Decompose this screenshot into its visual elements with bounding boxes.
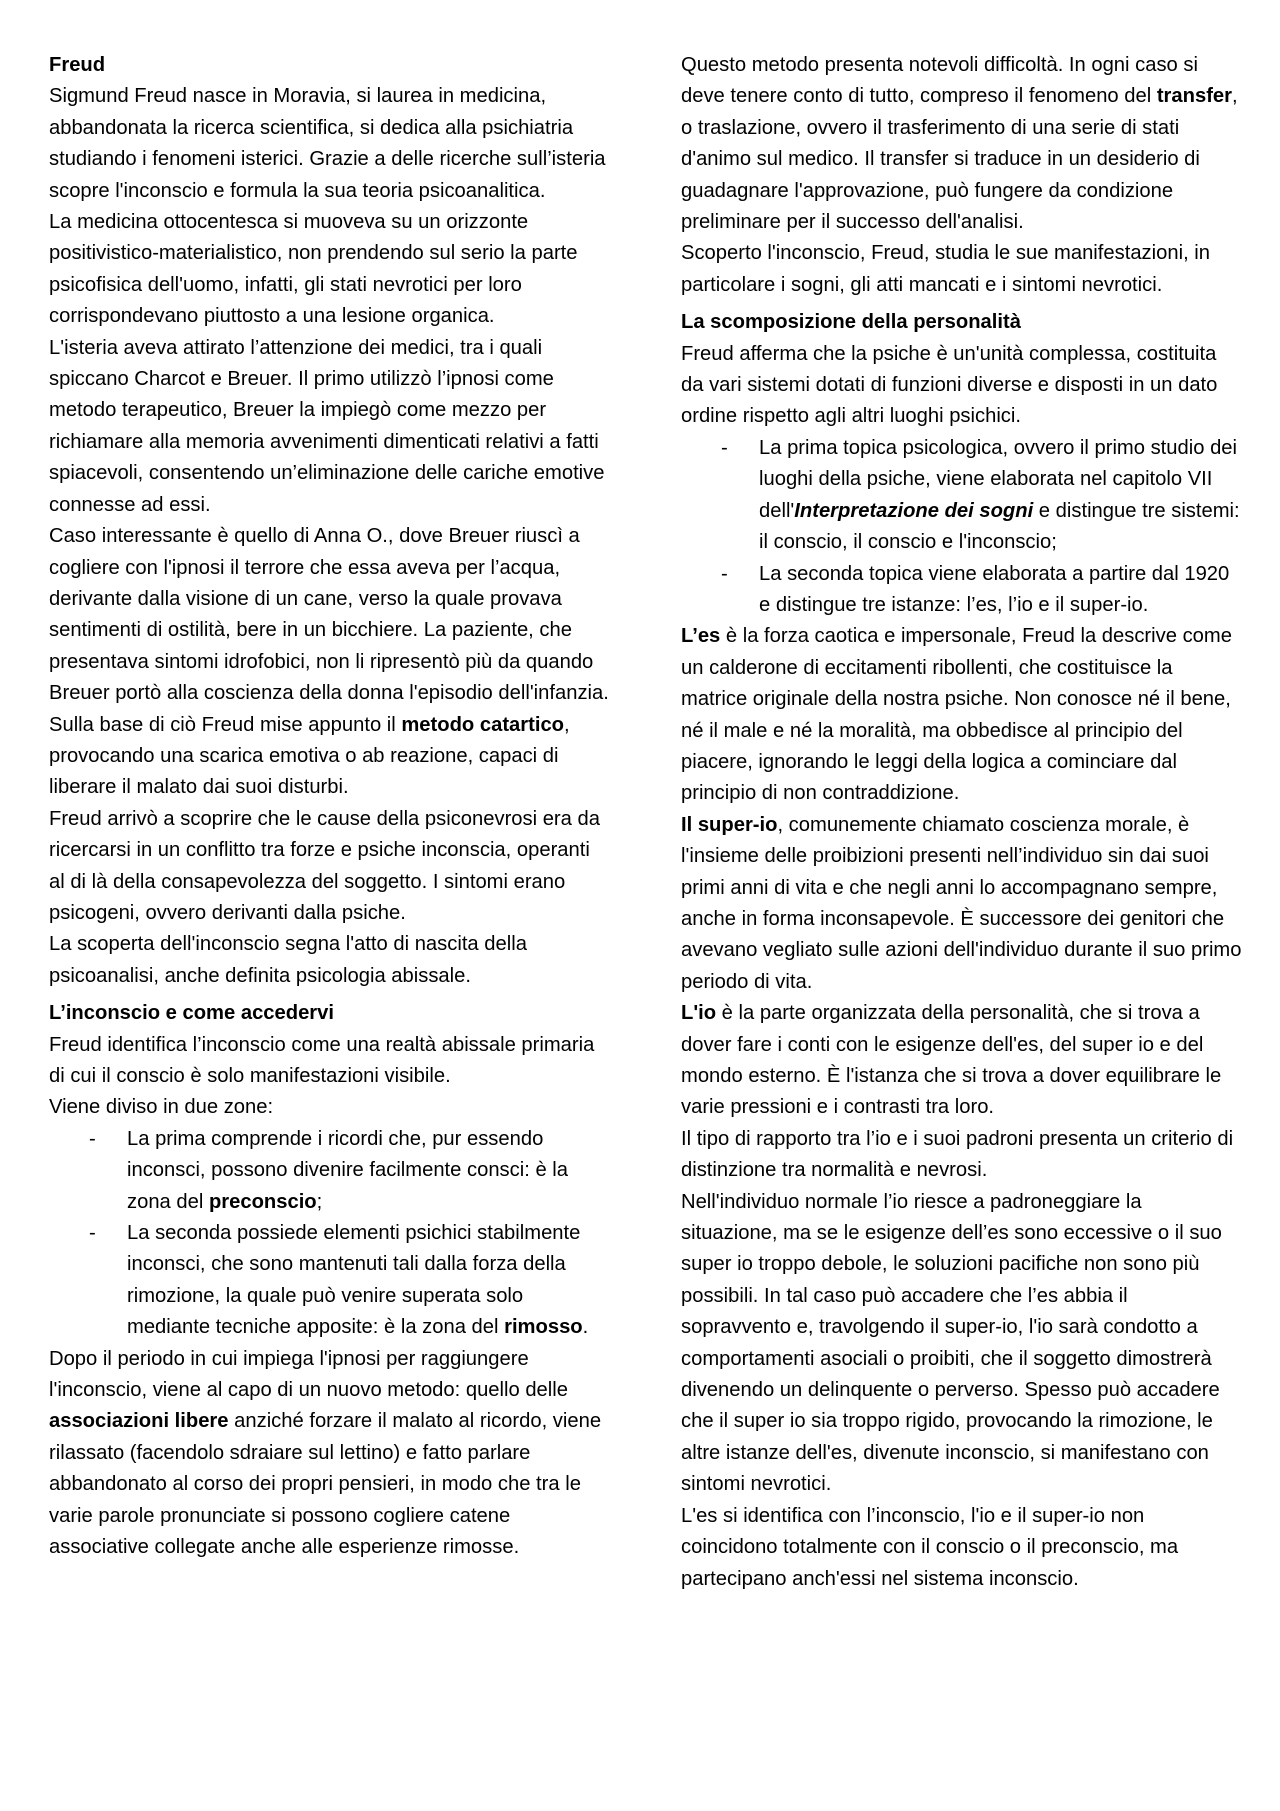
text-span: . — [582, 1316, 589, 1339]
document-title: Freud — [49, 54, 106, 76]
text-span: La prima topica psicologica, ovvero il primo studio dei luoghi della psiche, viene elaborata nel capitolo VII dell' — [759, 436, 1238, 522]
paragraph-psiche: Freud afferma che la psiche è un'unità complessa, costituita da vari sistemi dotati di funzioni diverse e disposti in un dato ordine rispetto agli altri luoghi psichici. — [681, 342, 1218, 428]
paragraph-es — [681, 621, 1243, 809]
text-span: Questo metodo presenta notevoli difficoltà. In ogni caso si deve tenere conto di tutto, compreso il fenomeno del — [681, 54, 1198, 108]
section-heading-personalita: La scomposizione della personalità — [681, 311, 1021, 334]
list-item — [49, 1124, 611, 1218]
paragraph-section2-1: Freud identifica l’inconscio come una realtà abissale primaria di cui il conscio è solo manifestazioni visibile. — [49, 1033, 595, 1087]
text-span: La seconda topica viene elaborata a partire dal 1920 e distingue tre istanze: l’es, l’io e il super-io. — [759, 562, 1230, 616]
paragraph-transfer — [681, 50, 1243, 238]
paragraph-manifestazioni: Scoperto l'inconscio, Freud, studia le sue manifestazioni, in particolare i sogni, gli atti mancati e i sintomi nevrotici. — [681, 242, 1211, 296]
paragraph-intro-3: L'isteria aveva attirato l’attenzione dei medici, tra i quali spiccano Charcot e Breuer. Il primo utilizzò l’ipnosi come metodo terapeutico, Breuer la impiegò come mezzo per richiamare alla memoria avvenimenti dimenticati relativi a fatti spiacevoli, consentendo un’eliminazione delle cariche emotive connesse ad essi. — [49, 336, 605, 516]
paragraph-normalita: Nell'individuo normale l’io riesce a padroneggiare la situazione, ma se le esigenze dell’es sono eccessive o il suo super io troppo debole, le soluzioni pacifiche non sono più possibili. In tal caso può accadere che l’es abbia il sopravvento e, travolgendo il super-io, l'io sarà condotto a comportamenti asociali o proibiti, che il soggetto dimostrerà divenendo un delinquente o perverso. Spesso può accadere che il super io sia troppo rigido, provocando la rimozione, le altre istanze dell'es, divenute inconscio, si manifestano con sintomi nevrotici. — [681, 1190, 1222, 1496]
text-span: , o traslazione, ovvero il trasferimento di una serie di stati d'animo sul medico. Il transfer si traduce in un desiderio di guadagnare l'approvazione, può fungere da condizione preliminare per il successo dell'analisi. — [681, 85, 1238, 234]
bold-term-io: L'io — [681, 1002, 717, 1025]
text-span: , comunemente chiamato coscienza morale, è l'insieme delle proibizioni presenti nell’individuo sin dai suoi primi anni di vita e che negli anni lo accompagnano sempre, anche in forma inconsapevole. È successore dei genitori che avevano vegliato sulle azioni dell'individuo durante il suo primo periodo di vita. — [681, 813, 1242, 993]
right-column — [681, 50, 1243, 1595]
bold-term-metodo-catartico: metodo catartico — [401, 713, 565, 736]
bold-term-es: L’es — [681, 625, 721, 648]
text-span: è la parte organizzata della personalità, che si trova a dover fare i conti con le esigenze dell'es, del super io e del mondo esterno. È l'istanza che si trova a dover equilibrare le varie pressioni e i contrasti tra loro. — [681, 1002, 1222, 1119]
text-span: ; — [316, 1190, 323, 1213]
text-span: , provocando una scarica emotiva o ab reazione, capaci di liberare il malato dai suoi disturbi. — [49, 713, 570, 799]
section-heading-inconscio: L’inconscio e come accedervi — [49, 1002, 334, 1025]
list-topiche — [681, 433, 1243, 621]
list-item — [681, 559, 1243, 622]
text-span: e distingue tre sistemi: il conscio, il conscio e l'inconscio; — [759, 499, 1240, 554]
book-title-interpretazione-dei-sogni: Interpretazione dei sogni — [794, 499, 1034, 522]
paragraph-rapporto: Il tipo di rapporto tra l’io e i suoi padroni presenta un criterio di distinzione tra normalità e nevrosi. — [681, 1127, 1234, 1182]
bold-term-rimosso: rimosso — [504, 1316, 583, 1339]
paragraph-section2-3 — [49, 1344, 611, 1564]
paragraph-intro-2: La medicina ottocentesca si muoveva su un orizzonte positivistico-materialistico, non prendendo sul serio la parte psicofisica dell'uomo, infatti, gli stati nevrotici per loro corrispondevano piuttosto a una lesione organica. — [49, 211, 578, 328]
text-span: La seconda possiede elementi psichici stabilmente inconsci, che sono mantenuti tali dalla forza della rimozione, la quale può venire superata solo mediante tecniche apposite: è la zona del — [127, 1222, 581, 1339]
paragraph-super-io — [681, 810, 1243, 998]
list-item — [49, 1218, 611, 1344]
list-zones — [49, 1124, 611, 1344]
text-span: anziché forzare il malato al ricordo, viene rilassato (facendolo sdraiare sul lettino) e fatto parlare abbandonato al corso dei propri pensieri, in modo che tra le varie parole pronunciate si possono cogliere catene associative collegate anche alle esperienze rimosse. — [49, 1410, 602, 1559]
paragraph-intro-6: Freud arrivò a scoprire che le cause della psiconevrosi era da ricercarsi in un conflitto tra forze e psiche inconscia, operanti al di là della consapevolezza del soggetto. I sintomi erano psicogeni, ovvero derivanti dalla psiche. — [49, 807, 600, 924]
bold-term-associazioni-libere: associazioni libere — [49, 1410, 229, 1433]
paragraph-conclusione: L'es si identifica con l’inconscio, l'io e il super-io non coincidono totalmente con il conscio o il preconscio, ma partecipano anch'essi nel sistema inconscio. — [681, 1504, 1179, 1590]
bold-term-super-io: Il super-io — [681, 813, 778, 836]
paragraph-intro-4: Caso interessante è quello di Anna O., dove Breuer riuscì a cogliere con l'ipnosi il terrore che essa aveva per l’acqua, derivante dalla visione di un cane, verso la quale provava sentimenti di ostilità, bere in un bicchiere. La paziente, che presentava sintomi idrofobici, non li ripresentò più da quando Breuer portò alla coscienza della donna l'episodio dell'infanzia. — [49, 525, 609, 705]
paragraph-section2-2: Viene diviso in due zone: — [49, 1096, 274, 1119]
bold-term-preconscio: preconscio — [208, 1190, 317, 1213]
paragraph-io — [681, 998, 1243, 1124]
dash-bullet: - — [721, 562, 728, 585]
text-span: Dopo il periodo in cui impiega l'ipnosi per raggiungere l'inconscio, viene al capo di un nuovo metodo: quello delle — [49, 1347, 568, 1402]
dash-bullet: - — [89, 1222, 96, 1245]
text-span: La prima comprende i ricordi che, pur essendo inconsci, possono divenire facilmente consci: è la zona del — [127, 1127, 568, 1213]
dash-bullet: - — [721, 436, 728, 459]
paragraph-intro-1: Sigmund Freud nasce in Moravia, si laurea in medicina, abbandonata la ricerca scientifica, si dedica alla psichiatria studiando i fenomeni isterici. Grazie a delle ricerche sull’isteria scopre l'inconscio e formula la sua teoria psicoanalitica. — [49, 85, 606, 202]
paragraph-intro-7: La scoperta dell'inconscio segna l'atto di nascita della psicoanalisi, anche definita psicologia abissale. — [49, 933, 527, 987]
bold-term-transfer: transfer — [1156, 85, 1232, 108]
dash-bullet: - — [89, 1127, 96, 1150]
list-item — [681, 433, 1243, 559]
paragraph-intro-5 — [49, 710, 611, 804]
text-span: è la forza caotica e impersonale, Freud la descrive come un calderone di eccitamenti ribollenti, che costituisce la matrice originale della nostra psiche. Non conosce né il bene, né il male e né la moralità, ma obbedisce al principio del piacere, ignorando le leggi della logica a cominciare dal principio di non contraddizione. — [681, 625, 1232, 805]
text-span: Sulla base di ciò Freud mise appunto il — [49, 713, 402, 736]
left-column — [49, 50, 611, 1564]
